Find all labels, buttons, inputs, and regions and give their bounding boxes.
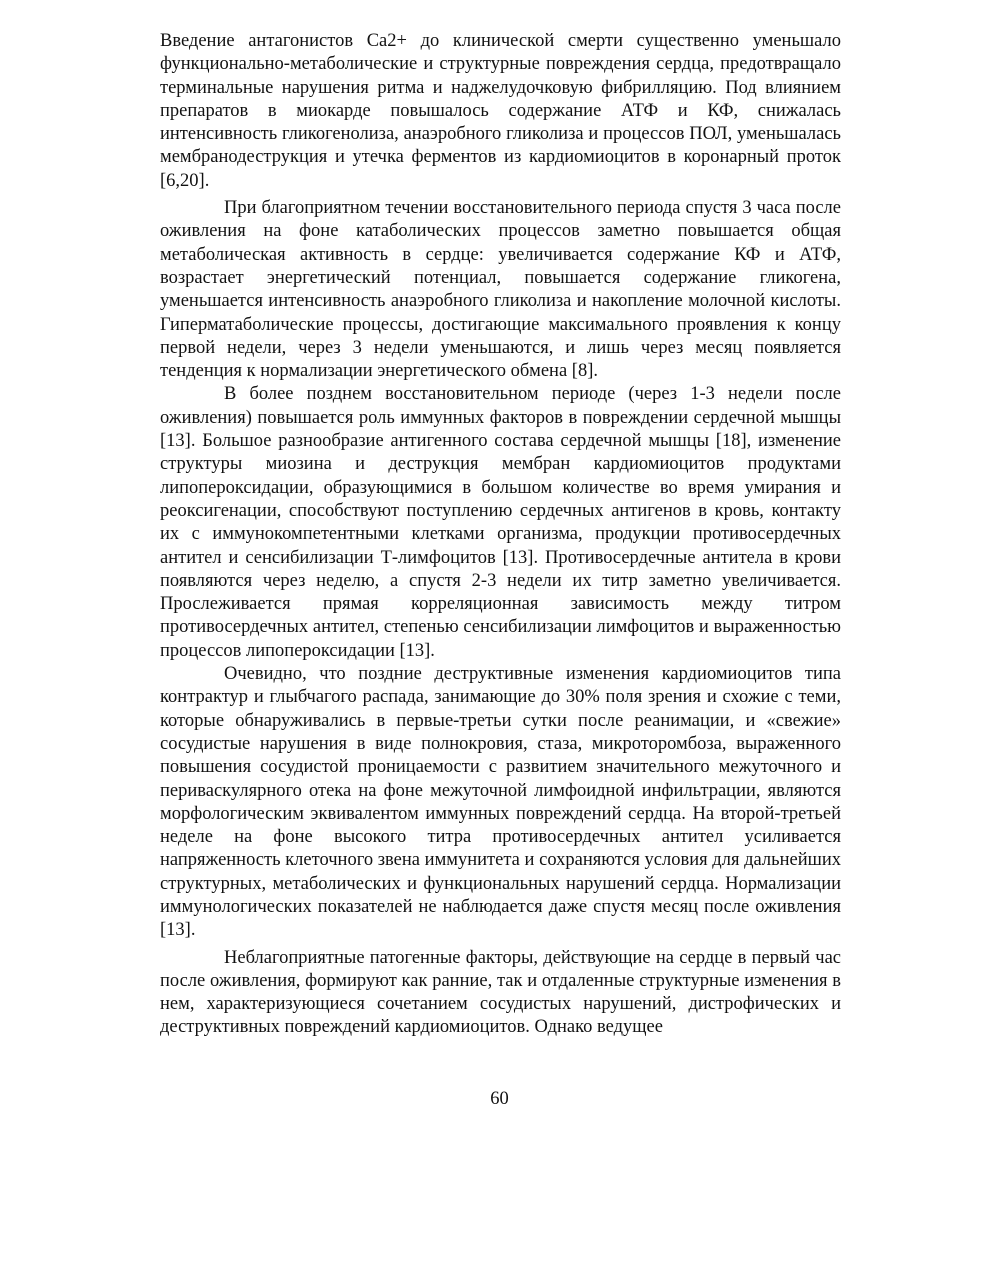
paragraph-5: Неблагоприятные патогенные факторы, действующие на сердце в первый час после оживления, формируют как ранние, так и отдаленные структурные изменения в нем, характеризующиеся сочетанием сосудистых нарушений, дистрофических и деструктивных повреждений кардиомиоцитов. Однако ведущее bbox=[160, 947, 841, 1038]
paragraph-3: В более позднем восстановительном периоде (через 1-3 недели после оживления) повышается роль иммунных факторов в повреждении сердечной мышцы [13]. Большое разнообразие антигенного состава сердечной мышцы [18], изменение структуры миозина и деструкция мембран кардиомиоцитов продуктами липопероксидации, образующимися в большом количестве во время умирания и реоксигенации, способствуют поступлению сердечных антигенов в кровь, контакту их с иммунокомпетентными клетками организма, продукции противосердечных антител и сенсибилизации Т-лимфоцитов [13]. Противосердечные антитела в крови появляются через неделю, а спустя 2-3 недели их титр заметно увеличивается. Прослеживается прямая корреляционная зависимость между титром противосердечных антител, степенью сенсибилизации лимфоцитов и выраженностью процессов липопероксидации [13]. bbox=[160, 384, 841, 661]
page-body bbox=[160, 30, 841, 1040]
page-number: 60 bbox=[490, 1089, 509, 1109]
paragraph-4: Очевидно, что поздние деструктивные изменения кардиомиоцитов типа контрактур и глыбчагого распада, занимающие до 30% поля зрения и схожие с теми, которые обнаруживались в первые-третьи сутки после реанимации, и «свежие» сосудистые нарушения в виде полнокровия, стаза, микроторомбоза, выраженного повышения сосудистой проницаемости с развитием значительного межуточного и периваскулярного отека на фоне межуточной лимфоидной инфильтрации, являются морфологическим эквивалентом иммунных повреждений сердца. На второй-третьей неделе на фоне высокого титра противосердечных антител усиливается напряженность клеточного звена иммунитета и сохраняются условия для дальнейших структурных, метаболических и функциональных нарушений сердца. Нормализации иммунологических показателей не наблюдается даже спустя месяц после оживления [13]. bbox=[160, 664, 841, 941]
paragraph-2: При благоприятном течении восстановительного периода спустя 3 часа после оживления на фоне катаболических процессов заметно повышается общая метаболическая активность в сердце: увеличивается содержание КФ и АТФ, возрастает энергетический потенциал, повышается содержание гликогена, уменьшается интенсивность анаэробного гликолиза и накопление молочной кислоты. Гиперматаболические процессы, достигающие максимального проявления к концу первой недели, через 3 недели уменьшаются, и лишь через месяц появляется тенденция к нормализации энергетического обмена [8]. bbox=[160, 198, 841, 382]
paragraph-1: Введение антагонистов Ca2+ до клинической смерти существенно уменьшало функционально-метаболические и структурные повреждения сердца, предотвращало терминальные нарушения ритма и наджелудочковую фибрилляцию. Под влиянием препаратов в миокарде повышалось содержание АТФ и КФ, снижалась интенсивность гликогенолиза, анаэробного гликолиза и процессов ПОЛ, уменьшалась мембранодеструкция и утечка ферментов из кардиомиоцитов в коронарный проток [6,20]. bbox=[160, 31, 841, 191]
